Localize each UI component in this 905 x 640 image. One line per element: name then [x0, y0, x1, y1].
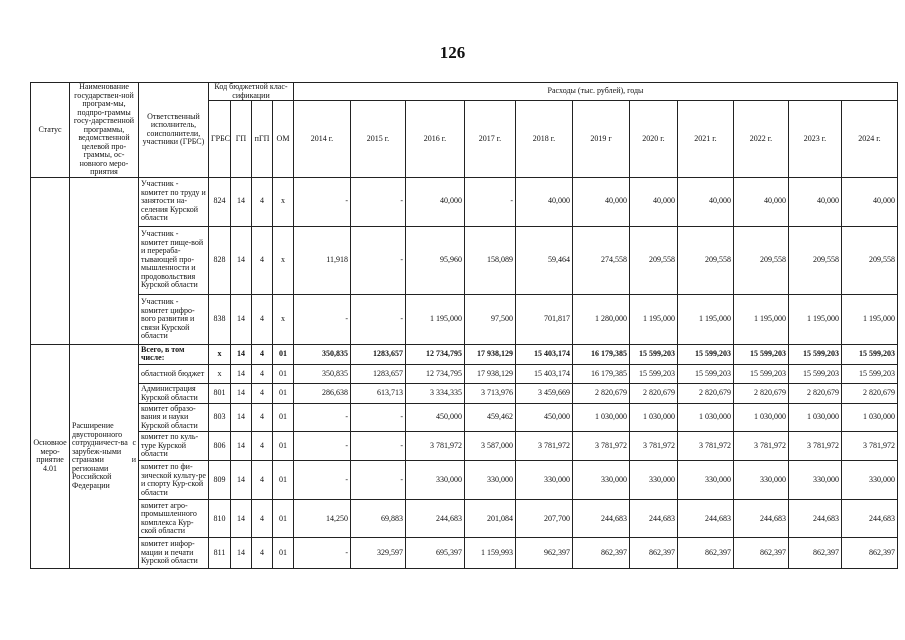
value-cell: 69,883 — [351, 500, 406, 538]
value-cell: 2 820,679 — [678, 384, 734, 404]
code-pgp: 4 — [252, 294, 273, 344]
executor-cell: комитет образо-вания и науки Курской области — [139, 404, 209, 432]
value-cell: 40,000 — [573, 177, 630, 226]
value-cell: 274,558 — [573, 226, 630, 294]
value-cell: - — [294, 538, 351, 568]
value-cell: 3 781,972 — [573, 432, 630, 461]
value-cell: 3 781,972 — [678, 432, 734, 461]
value-cell: 862,397 — [678, 538, 734, 568]
value-cell: 3 781,972 — [842, 432, 898, 461]
executor-cell: комитет агро-промышленного комплекса Кур-ской области — [139, 500, 209, 538]
value-cell: 1 030,000 — [630, 404, 678, 432]
value-cell: - — [351, 294, 406, 344]
value-cell: 701,817 — [516, 294, 573, 344]
value-cell: 40,000 — [678, 177, 734, 226]
header-year-2023: 2023 г. — [789, 101, 842, 177]
header-expenses: Расходы (тыс. рублей), годы — [294, 83, 898, 101]
table-row — [31, 364, 898, 383]
code-gp: 14 — [231, 538, 252, 568]
header-code-gp: ГП — [231, 101, 252, 177]
value-cell: - — [351, 177, 406, 226]
table-row — [31, 294, 898, 344]
header-code-om: ОМ — [273, 101, 294, 177]
value-cell: 209,558 — [789, 226, 842, 294]
value-cell: - — [294, 461, 351, 500]
value-cell: 1 030,000 — [842, 404, 898, 432]
value-cell: 3 781,972 — [406, 432, 465, 461]
code-gp: 14 — [231, 500, 252, 538]
budget-table — [30, 82, 898, 569]
executor-cell: Всего, в том числе: — [139, 344, 209, 364]
value-cell: 330,000 — [789, 461, 842, 500]
header-executor: Ответственный исполнитель, соисполнители, участники (ГРБС) — [139, 83, 209, 178]
page-number: 126 — [439, 43, 466, 62]
value-cell: 962,397 — [516, 538, 573, 568]
value-cell: 330,000 — [678, 461, 734, 500]
value-cell: 3 459,669 — [516, 384, 573, 404]
table-row — [31, 432, 898, 461]
value-cell: 40,000 — [842, 177, 898, 226]
value-cell: 15 403,174 — [516, 344, 573, 364]
header-year-2017: 2017 г. — [465, 101, 516, 177]
value-cell: 207,700 — [516, 500, 573, 538]
value-cell: - — [294, 294, 351, 344]
value-cell: 209,558 — [734, 226, 789, 294]
value-cell: 1 030,000 — [678, 404, 734, 432]
value-cell: 330,000 — [406, 461, 465, 500]
value-cell: 244,683 — [406, 500, 465, 538]
code-grbs: 810 — [209, 500, 231, 538]
code-om: х — [273, 294, 294, 344]
value-cell: 244,683 — [573, 500, 630, 538]
code-gp: 14 — [231, 432, 252, 461]
executor-cell: Участник - комитет по труду и занятости на-селения Курской области — [139, 177, 209, 226]
code-om: 01 — [273, 404, 294, 432]
code-grbs: 803 — [209, 404, 231, 432]
value-cell: - — [465, 177, 516, 226]
header-program-name: Наименование государствен-ной програм-мы, подпро-граммы госу-дарственной программы, ведомственной целевой про-граммы, ос-новного меро-приятия — [70, 83, 139, 178]
code-grbs: 801 — [209, 384, 231, 404]
value-cell: 1 195,000 — [678, 294, 734, 344]
value-cell: 15 599,203 — [678, 364, 734, 383]
value-cell: 244,683 — [678, 500, 734, 538]
code-om: 01 — [273, 344, 294, 364]
value-cell: 3 781,972 — [734, 432, 789, 461]
header-code-pgp: пГП — [252, 101, 273, 177]
code-gp: 14 — [231, 177, 252, 226]
table-row — [31, 177, 898, 226]
value-cell: 15 599,203 — [734, 364, 789, 383]
code-om: 01 — [273, 432, 294, 461]
value-cell: 330,000 — [630, 461, 678, 500]
value-cell: 17 938,129 — [465, 344, 516, 364]
value-cell: 244,683 — [789, 500, 842, 538]
code-gp: 14 — [231, 364, 252, 383]
header-year-2021: 2021 г. — [678, 101, 734, 177]
value-cell: - — [294, 404, 351, 432]
value-cell: 209,558 — [678, 226, 734, 294]
value-cell: 862,397 — [573, 538, 630, 568]
value-cell: 450,000 — [516, 404, 573, 432]
value-cell: 15 599,203 — [842, 364, 898, 383]
table-row — [31, 344, 898, 364]
table-row — [31, 226, 898, 294]
value-cell: 15 599,203 — [630, 344, 678, 364]
table-row — [31, 384, 898, 404]
value-cell: 330,000 — [465, 461, 516, 500]
executor-cell: комитет по куль-туре Курской области — [139, 432, 209, 461]
header-budget-code: Код бюджетной клас-сификации — [209, 83, 294, 101]
code-gp: 14 — [231, 404, 252, 432]
table-row — [31, 404, 898, 432]
value-cell: 2 820,679 — [630, 384, 678, 404]
code-om: х — [273, 177, 294, 226]
value-cell: 244,683 — [842, 500, 898, 538]
value-cell: - — [351, 432, 406, 461]
empty-status-cell — [31, 177, 70, 344]
value-cell: - — [294, 432, 351, 461]
value-cell: 3 781,972 — [789, 432, 842, 461]
header-year-2015: 2015 г. — [351, 101, 406, 177]
value-cell: 2 820,679 — [842, 384, 898, 404]
code-om: 01 — [273, 461, 294, 500]
value-cell: 3 781,972 — [630, 432, 678, 461]
header-year-2019: 2019 г — [573, 101, 630, 177]
value-cell: 613,713 — [351, 384, 406, 404]
value-cell: 15 599,203 — [789, 344, 842, 364]
value-cell: 15 599,203 — [630, 364, 678, 383]
value-cell: 16 179,385 — [573, 344, 630, 364]
table-row — [31, 500, 898, 538]
value-cell: 2 820,679 — [573, 384, 630, 404]
value-cell: 330,000 — [516, 461, 573, 500]
header-status: Статус — [31, 83, 70, 178]
value-cell: 2 820,679 — [789, 384, 842, 404]
value-cell: 40,000 — [516, 177, 573, 226]
value-cell: 1 280,000 — [573, 294, 630, 344]
code-grbs: х — [209, 344, 231, 364]
code-gp: 14 — [231, 226, 252, 294]
value-cell: 3 587,000 — [465, 432, 516, 461]
value-cell: 11,918 — [294, 226, 351, 294]
value-cell: 16 179,385 — [573, 364, 630, 383]
value-cell: 14,250 — [294, 500, 351, 538]
value-cell: 1283,657 — [351, 364, 406, 383]
code-grbs: х — [209, 364, 231, 383]
code-pgp: 4 — [252, 364, 273, 383]
value-cell: 1 195,000 — [734, 294, 789, 344]
value-cell: 862,397 — [842, 538, 898, 568]
value-cell: 15 599,203 — [678, 344, 734, 364]
value-cell: 15 403,174 — [516, 364, 573, 383]
executor-cell: Участник - комитет пище-вой и перераба-тывающей про-мышленности и продовольствия Курской области — [139, 226, 209, 294]
value-cell: 17 938,129 — [465, 364, 516, 383]
value-cell: 862,397 — [734, 538, 789, 568]
value-cell: 350,835 — [294, 344, 351, 364]
value-cell: 209,558 — [842, 226, 898, 294]
header-year-2024: 2024 г. — [842, 101, 898, 177]
header-year-2014: 2014 г. — [294, 101, 351, 177]
header-year-2020: 2020 г. — [630, 101, 678, 177]
executor-cell: Участник - комитет цифро-вого развития и связи Курской области — [139, 294, 209, 344]
header-code-grbs: ГРБС — [209, 101, 231, 177]
value-cell: 40,000 — [406, 177, 465, 226]
value-cell: 158,089 — [465, 226, 516, 294]
value-cell: 329,597 — [351, 538, 406, 568]
code-om: 01 — [273, 500, 294, 538]
value-cell: 15 599,203 — [842, 344, 898, 364]
value-cell: 3 713,976 — [465, 384, 516, 404]
value-cell: 330,000 — [734, 461, 789, 500]
value-cell: 286,638 — [294, 384, 351, 404]
code-om: 01 — [273, 364, 294, 383]
code-pgp: 4 — [252, 384, 273, 404]
code-om: 01 — [273, 384, 294, 404]
executor-cell: Администрация Курской области — [139, 384, 209, 404]
value-cell: 40,000 — [630, 177, 678, 226]
value-cell: 350,835 — [294, 364, 351, 383]
code-pgp: 4 — [252, 500, 273, 538]
value-cell: - — [351, 226, 406, 294]
value-cell: 97,500 — [465, 294, 516, 344]
code-om: 01 — [273, 538, 294, 568]
header-year-2016: 2016 г. — [406, 101, 465, 177]
value-cell: 1 195,000 — [842, 294, 898, 344]
value-cell: 209,558 — [630, 226, 678, 294]
code-gp: 14 — [231, 294, 252, 344]
status-cell: Основное меро-приятие 4.01 — [31, 344, 70, 568]
code-om: х — [273, 226, 294, 294]
value-cell: 1 159,993 — [465, 538, 516, 568]
value-cell: - — [294, 177, 351, 226]
value-cell: 40,000 — [734, 177, 789, 226]
code-pgp: 4 — [252, 432, 273, 461]
value-cell: 244,683 — [630, 500, 678, 538]
code-grbs: 828 — [209, 226, 231, 294]
value-cell: 59,464 — [516, 226, 573, 294]
value-cell: 1 030,000 — [734, 404, 789, 432]
value-cell: - — [351, 461, 406, 500]
value-cell: 15 599,203 — [789, 364, 842, 383]
value-cell: 95,960 — [406, 226, 465, 294]
code-gp: 14 — [231, 344, 252, 364]
code-grbs: 811 — [209, 538, 231, 568]
value-cell: 1 030,000 — [789, 404, 842, 432]
value-cell: 12 734,795 — [406, 344, 465, 364]
value-cell: 3 334,335 — [406, 384, 465, 404]
code-gp: 14 — [231, 384, 252, 404]
value-cell: 459,462 — [465, 404, 516, 432]
code-pgp: 4 — [252, 404, 273, 432]
empty-name-cell — [70, 177, 139, 344]
code-gp: 14 — [231, 461, 252, 500]
value-cell: 244,683 — [734, 500, 789, 538]
value-cell: 1 195,000 — [789, 294, 842, 344]
code-pgp: 4 — [252, 344, 273, 364]
value-cell: 40,000 — [789, 177, 842, 226]
value-cell: 1283,657 — [351, 344, 406, 364]
value-cell: 330,000 — [842, 461, 898, 500]
code-grbs: 806 — [209, 432, 231, 461]
executor-cell: областной бюджет — [139, 364, 209, 383]
code-pgp: 4 — [252, 177, 273, 226]
value-cell: 15 599,203 — [734, 344, 789, 364]
value-cell: 862,397 — [630, 538, 678, 568]
value-cell: 12 734,795 — [406, 364, 465, 383]
code-grbs: 838 — [209, 294, 231, 344]
executor-cell: комитет инфор-мации и печати Курской области — [139, 538, 209, 568]
table-row — [31, 461, 898, 500]
code-pgp: 4 — [252, 226, 273, 294]
value-cell: 1 195,000 — [406, 294, 465, 344]
header-year-2022: 2022 г. — [734, 101, 789, 177]
value-cell: 201,084 — [465, 500, 516, 538]
value-cell: 1 030,000 — [573, 404, 630, 432]
program-name-cell: Расширение двусторонного сотрудничест-ва с зарубеж-ными странами и регионами Российской Федерации — [70, 344, 139, 568]
value-cell: 3 781,972 — [516, 432, 573, 461]
value-cell: 862,397 — [789, 538, 842, 568]
code-grbs: 809 — [209, 461, 231, 500]
value-cell: 695,397 — [406, 538, 465, 568]
table-row — [31, 538, 898, 568]
value-cell: 1 195,000 — [630, 294, 678, 344]
value-cell: 2 820,679 — [734, 384, 789, 404]
executor-cell: комитет по фи-зической культу-ре и спорту Кур-ской области — [139, 461, 209, 500]
code-pgp: 4 — [252, 461, 273, 500]
code-pgp: 4 — [252, 538, 273, 568]
value-cell: 450,000 — [406, 404, 465, 432]
code-grbs: 824 — [209, 177, 231, 226]
header-year-2018: 2018 г. — [516, 101, 573, 177]
value-cell: 330,000 — [573, 461, 630, 500]
value-cell: - — [351, 404, 406, 432]
